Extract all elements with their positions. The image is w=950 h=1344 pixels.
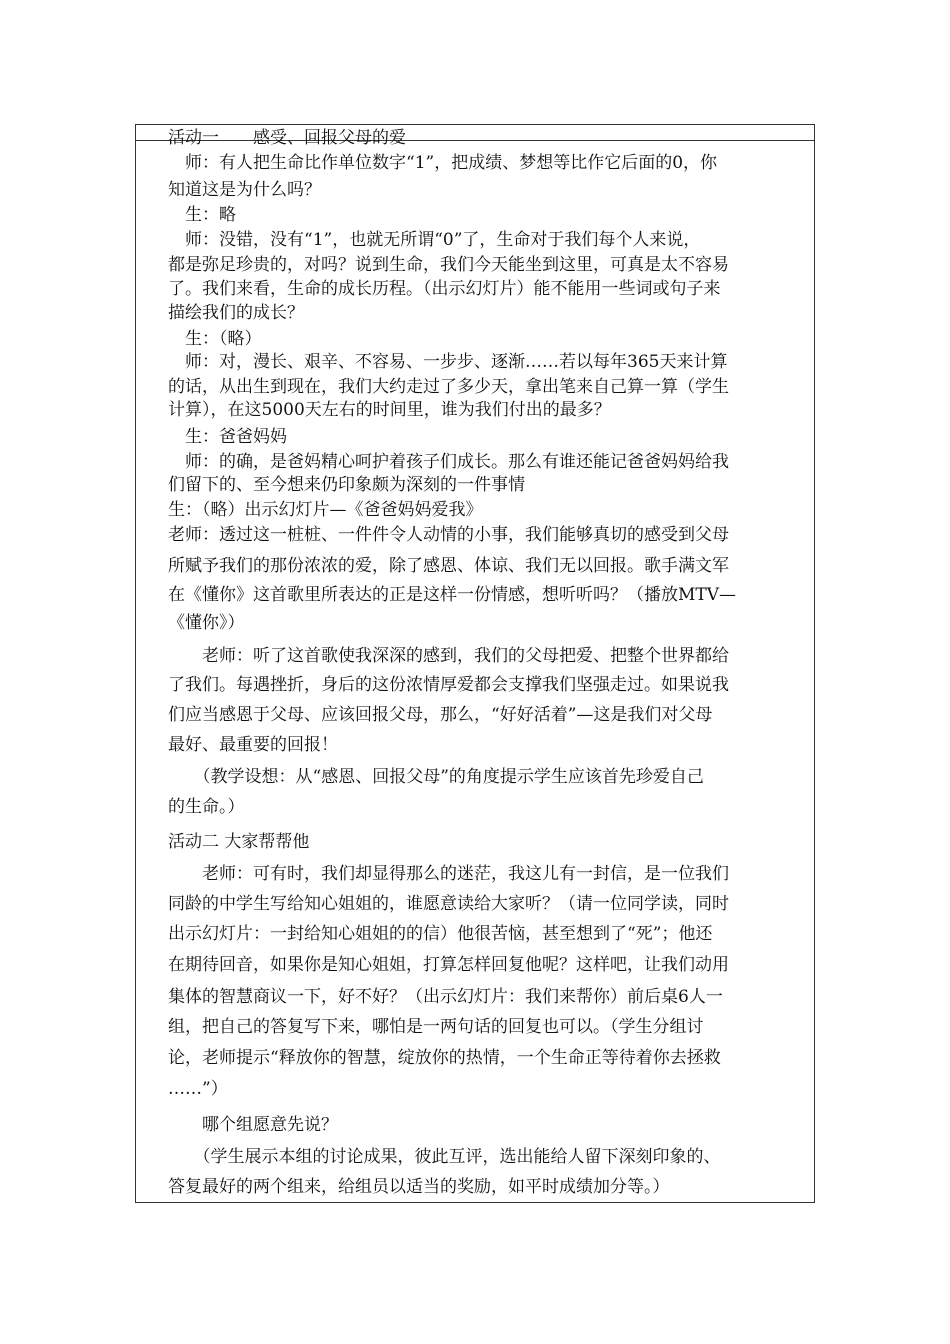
text-line: 最好、最重要的回报！ (168, 735, 338, 755)
text-line: 生：爸爸妈妈 (168, 427, 287, 447)
text-line: 所赋予我们的那份浓浓的爱，除了感恩、体谅、我们无以回报。歌手满文军 (168, 556, 729, 576)
text-line: 活动二 大家帮帮他 (168, 832, 310, 852)
text-line: 的生命。） (168, 797, 245, 817)
text-line: 的话，从出生到现在，我们大约走过了多少天，拿出笔来自己算一算（学生 (168, 377, 729, 397)
text-line: 出示幻灯片：一封给知心姐姐的的信）他很苦恼，甚至想到了“死”；他还 (168, 924, 713, 944)
text-line: 师：对，漫长、艰辛、不容易、一步步、逐渐……若以每年365天来计算 (168, 352, 728, 372)
text-line: 知道这是为什么吗？ (168, 180, 321, 200)
text-line: 了。我们来看，生命的成长历程。（出示幻灯片）能不能用一些词或句子来 (168, 279, 721, 299)
text-line: 了我们。每遇挫折，身后的这份浓情厚爱都会支撑我们坚强走过。如果说我 (168, 675, 729, 695)
text-line: 生：（略） (168, 329, 262, 349)
text-line: 们应当感恩于父母、应该回报父母，那么，“好好活着”—这是我们对父母 (168, 705, 713, 725)
text-line: 生：（略）出示幻灯片—《爸爸妈妈爱我》 (168, 500, 483, 520)
text-line: （学生展示本组的讨论成果，彼此互评，选出能给人留下深刻印象的、 (168, 1147, 721, 1167)
text-line: 集体的智慧商议一下，好不好？（出示幻灯片：我们来帮你）前后桌6人一 (168, 987, 723, 1007)
text-line: 计算），在这5000天左右的时间里，谁为我们付出的最多？ (168, 400, 611, 420)
text-line: 在《懂你》这首歌里所表达的正是这样一份情感，想听听吗？（播放MTV— (168, 585, 737, 605)
text-line: 描绘我们的成长？ (168, 303, 304, 323)
text-line: 们留下的、至今想来仍印象颇为深刻的一件事情 (168, 475, 525, 495)
text-line: 在期待回音，如果你是知心姐姐，打算怎样回复他呢？这样吧，让我们动用 (168, 955, 729, 975)
text-line: 老师：透过这一桩桩、一件件令人动情的小事，我们能够真切的感受到父母 (168, 525, 729, 545)
text-line: 哪个组愿意先说？ (168, 1115, 338, 1135)
text-line: 组，把自己的答复写下来，哪怕是一两句话的回复也可以。（学生分组讨 (168, 1017, 704, 1037)
text-line: 论，老师提示“释放你的智慧，绽放你的热情，一个生命正等待着你去拯救 (168, 1048, 721, 1068)
text-line: 师：有人把生命比作单位数字“1”，把成绩、梦想等比作它后面的0，你 (168, 153, 718, 173)
text-line: 师：没错，没有“1”，也就无所谓“0”了，生命对于我们每个人来说， (168, 230, 701, 250)
text-line: 同龄的中学生写给知心姐姐的，谁愿意读给大家听？（请一位同学读，同时 (168, 894, 729, 914)
text-line: 老师：听了这首歌使我深深的感到，我们的父母把爱、把整个世界都给 (168, 646, 729, 666)
text-line: 师：的确，是爸妈精心呵护着孩子们成长。那么有谁还能记爸爸妈妈给我 (168, 452, 729, 472)
text-line: 生：略 (168, 205, 236, 225)
text-line: 都是弥足珍贵的，对吗？说到生命，我们今天能坐到这里，可真是太不容易 (168, 255, 729, 275)
text-line: 《懂你》） (168, 613, 245, 633)
text-line: （教学设想：从“感恩、回报父母”的角度提示学生应该首先珍爱自己 (168, 767, 704, 787)
text-line: 答复最好的两个组来，给组员以适当的奖励，如平时成绩加分等。） (168, 1177, 670, 1197)
text-line: 老师：可有时，我们却显得那么的迷茫，我这儿有一封信，是一位我们 (168, 864, 729, 884)
text-line: 活动一 感受、回报父母的爱 (168, 128, 406, 148)
text-line: ……”） (168, 1079, 228, 1099)
